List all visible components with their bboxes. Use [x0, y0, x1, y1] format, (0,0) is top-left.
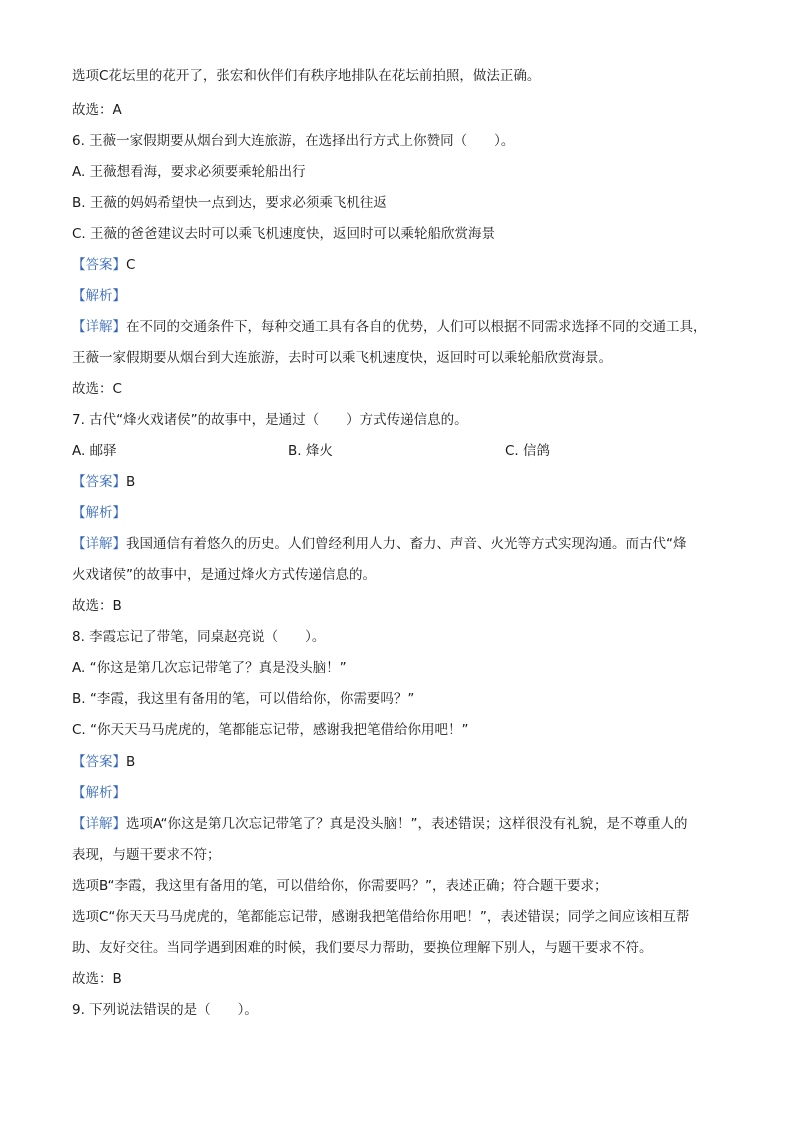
- option-b: B. 烽火: [288, 443, 333, 459]
- detail-continued: 王薇一家假期要从烟台到大连旅游，去时可以乘飞机速度快，返回时可以乘轮船欣赏海景。: [72, 350, 612, 366]
- detail-line: [72, 317, 734, 337]
- question-8: 8. 李霞忘记了带笔，同桌赵亮说（ ）。: [72, 629, 326, 645]
- answer-value: B: [126, 754, 136, 770]
- question-9: 9. 下列说法错误的是（ ）。: [72, 1002, 258, 1018]
- detail-continued: 助、友好交往。当同学遇到困难的时候，我们要尽力帮助，要换位理解下别人，与题干要求不符。: [72, 940, 653, 956]
- answer-value: B: [126, 474, 136, 490]
- analysis-line: [72, 503, 734, 523]
- text-line: 故选：B: [72, 971, 122, 987]
- analysis-line: [72, 783, 734, 803]
- analysis-line: [72, 286, 734, 306]
- option-a: A. “你这是第几次忘记带笔了？真是没头脑！”: [72, 660, 347, 676]
- option-a: A. 邮驿: [72, 443, 117, 459]
- answer-tag: 【答案】: [72, 754, 126, 770]
- detail-tag: 【详解】: [72, 319, 126, 335]
- option-c: C. 信鸽: [505, 443, 551, 459]
- answer-line: [72, 472, 734, 492]
- detail-continued: 选项B“李霞，我这里有备用的笔，可以借给你，你需要吗？”，表述正确；符合题干要求；: [72, 878, 608, 894]
- detail-text: 选项A“你这是第几次忘记带笔了？真是没头脑！”，表述错误；这样很没有礼貌，是不尊重人的: [126, 816, 688, 832]
- answer-value: C: [126, 257, 136, 273]
- detail-continued: 表现，与题干要求不符；: [72, 847, 221, 863]
- option-b: B. “李霞，我这里有备用的笔，可以借给你，你需要吗？”: [72, 691, 415, 707]
- detail-continued: 火戏诸侯”的故事中，是通过烽火方式传递信息的。: [72, 567, 376, 583]
- detail-tag: 【详解】: [72, 816, 126, 832]
- analysis-tag: 【解析】: [72, 505, 126, 521]
- text-line: 故选：C: [72, 381, 122, 397]
- analysis-tag: 【解析】: [72, 785, 126, 801]
- detail-tag: 【详解】: [72, 536, 126, 552]
- option-a: A. 王薇想看海，要求必须要乘轮船出行: [72, 164, 306, 180]
- detail-text: 在不同的交通条件下，每种交通工具有各自的优势，人们可以根据不同需求选择不同的交通工具，: [126, 319, 707, 335]
- answer-tag: 【答案】: [72, 474, 126, 490]
- detail-continued: 选项C“你天天马马虎虎的，笔都能忘记带，感谢我把笔借给你用吧！”，表述错误；同学之间应该相互帮: [72, 909, 690, 925]
- detail-text: 我国通信有着悠久的历史。人们曾经利用人力、畜力、声音、火光等方式实现沟通。而古代“烽: [126, 536, 687, 552]
- answer-line: [72, 752, 734, 772]
- text-line: 故选：B: [72, 598, 122, 614]
- answer-line: [72, 255, 734, 275]
- option-b: B. 王薇的妈妈希望快一点到达，要求必须乘飞机往返: [72, 195, 387, 211]
- text-line: 选项C花坛里的花开了，张宏和伙伴们有秩序地排队在花坛前拍照，做法正确。: [72, 68, 541, 84]
- option-c: C. “你天天马马虎虎的，笔都能忘记带，感谢我把笔借给你用吧！”: [72, 722, 469, 738]
- question-6: 6. 王薇一家假期要从烟台到大连旅游，在选择出行方式上你赞同（ ）。: [72, 133, 515, 149]
- analysis-tag: 【解析】: [72, 288, 126, 304]
- text-line: 故选：A: [72, 102, 122, 118]
- option-c: C. 王薇的爸爸建议去时可以乘飞机速度快，返回时可以乘轮船欣赏海景: [72, 226, 496, 242]
- question-7: 7. 古代“烽火戏诸侯”的故事中，是通过（ ）方式传递信息的。: [72, 412, 468, 428]
- detail-line: [72, 534, 734, 554]
- answer-tag: 【答案】: [72, 257, 126, 273]
- detail-line: [72, 814, 734, 834]
